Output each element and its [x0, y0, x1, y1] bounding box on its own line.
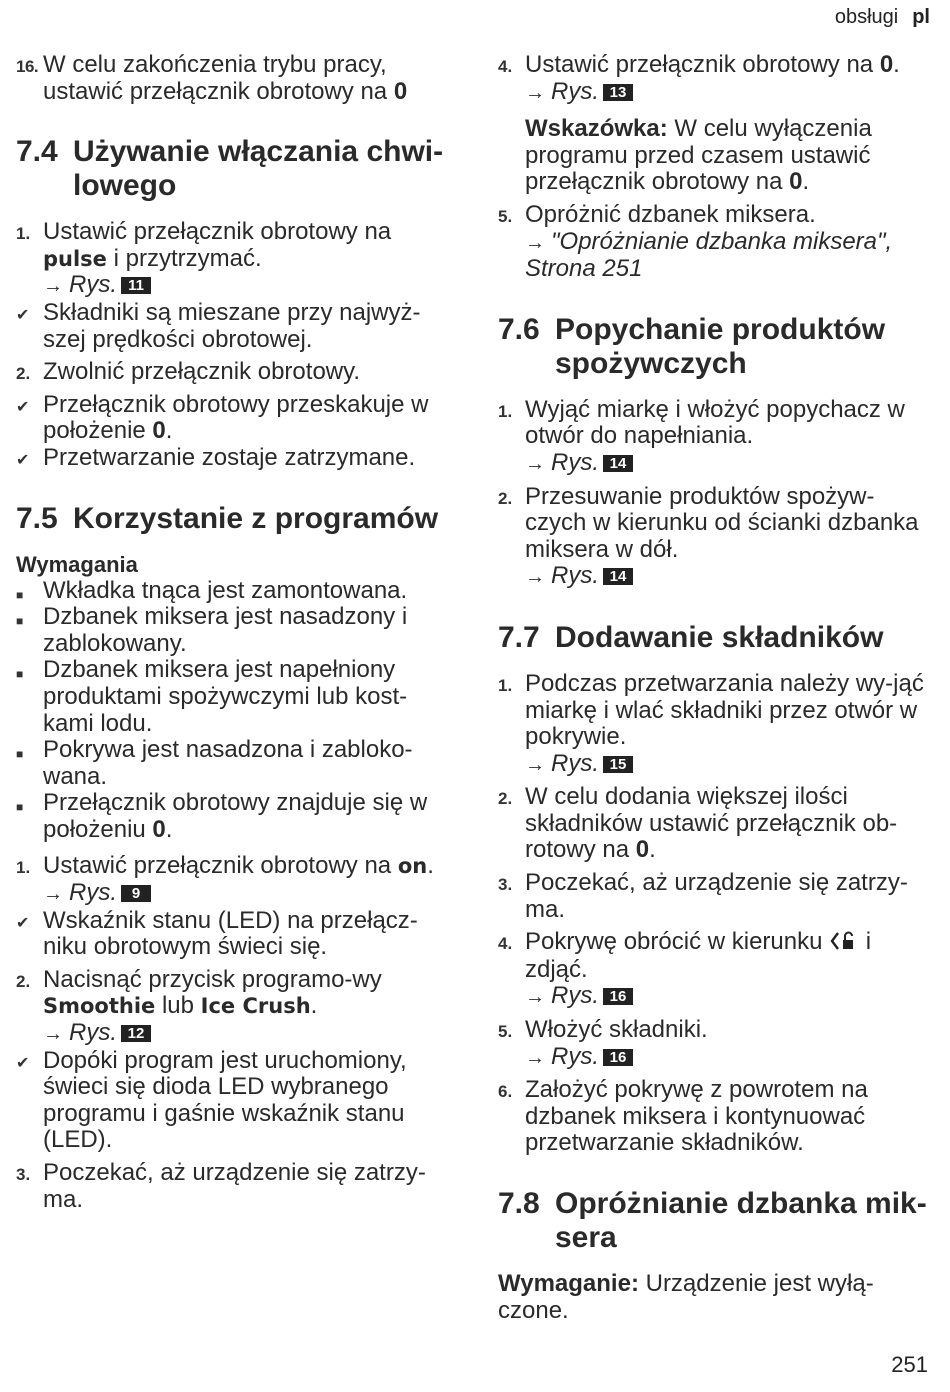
requirement-item: ■ Wkładka tnąca jest zamontowana. [16, 578, 456, 605]
result-item: ✔ Wskaźnik stanu (LED) na przełącz-niku obrotowym świeci się. [16, 906, 418, 961]
step-16: 16. W celu zakończenia trybu pracy, ustawić przełącznik obrotowy na 0 [16, 51, 408, 105]
step-6: 6. Założyć pokrywę z powrotem na dzbanek miksera i kontynuować przetwarzanie składników. [498, 1076, 868, 1157]
square-bullet-icon: ■ [16, 667, 24, 682]
page-header [835, 6, 930, 29]
requirement-item: ■ Pokrywa jest nasadzona i zabloko-wana. [16, 736, 413, 790]
figure-reference: → Rys. 9 [16, 880, 456, 908]
arrow-right-icon: → [525, 753, 545, 776]
figure-reference: → Rys. 11 [16, 272, 456, 300]
requirement-item: ■ Dzbanek miksera jest nasadzony i zablokowany. [16, 603, 408, 657]
step-2: 2. Zwolnić przełącznik obrotowy. [16, 358, 361, 386]
result-item: ✔ Dopóki program jest uruchomiony, świeci się dioda LED wybranego programu i gaśnie wskaźnik stanu (LED). [16, 1046, 407, 1154]
step-1: 1. Ustawić przełącznik obrotowy na pulse i przytrzymać. [16, 218, 392, 272]
result-item: ✔ Składniki są mieszane przy najwyż-szej prędkości obrotowej. [16, 298, 421, 353]
figure-badge: 16 [603, 988, 633, 1005]
square-bullet-icon: ■ [16, 614, 24, 629]
page-number: 251 [891, 1352, 928, 1377]
figure-badge: 13 [603, 84, 633, 101]
display-label-on: on [397, 854, 428, 879]
requirement-label: Wymaganie: [498, 1270, 639, 1297]
arrow-right-icon: → [525, 452, 545, 475]
checkmark-icon: ✔ [16, 1054, 30, 1072]
header-language: pl [912, 6, 930, 28]
section-heading-7-7: 7.7 Dodawanie składników [498, 620, 884, 654]
step-5: 5. Opróżnić dzbanek miksera. [498, 200, 816, 228]
result-item: ✔ Przetwarzanie zostaje zatrzymane. [16, 445, 456, 472]
checkmark-icon: ✔ [16, 306, 30, 324]
step-4: 4. Pokrywę obrócić w kierunku i zdjąć. [498, 928, 872, 983]
arrow-right-icon: → [525, 1046, 545, 1069]
figure-reference: → Rys. 16 [498, 1044, 934, 1072]
step-3: 3. Poczekać, aż urządzenie się zatrzy-ma. [498, 869, 908, 923]
figure-badge: 15 [603, 756, 633, 773]
step-1: 1. Ustawić przełącznik obrotowy na on. [16, 852, 434, 880]
arrow-right-icon: → [43, 275, 63, 298]
square-bullet-icon: ■ [16, 587, 24, 602]
left-column [16, 52, 456, 1213]
arrow-right-icon: → [525, 81, 545, 104]
step-number: 16. [16, 57, 39, 76]
figure-badge: 11 [121, 277, 151, 294]
requirements-label: Wymagania [16, 551, 138, 577]
square-bullet-icon: ■ [16, 800, 24, 815]
requirement-item: ■ Przełącznik obrotowy znajduje się w położeniu 0. [16, 789, 428, 843]
arrow-right-icon: → [43, 883, 63, 906]
section-heading-7-5: 7.5 Korzystanie z programów [16, 501, 439, 535]
figure-reference: → Rys. 16 [498, 983, 934, 1011]
figure-reference: → Rys. 15 [498, 751, 934, 779]
figure-badge: 12 [121, 1025, 151, 1042]
checkmark-icon: ✔ [16, 451, 30, 469]
arrow-right-icon: → [525, 231, 545, 254]
display-label-pulse: pulse [43, 246, 107, 271]
step-4: 4. Ustawić przełącznik obrotowy na 0. [498, 51, 900, 78]
square-bullet-icon: ■ [16, 747, 24, 762]
cross-reference-link[interactable]: → "Opróżnianie dzbanka miksera", Strona 251 [525, 227, 893, 283]
note-paragraph: Wskazówka: W celu wyłączenia programu przed czasem ustawić przełącznik obrotowy na 0. [525, 115, 872, 196]
value-zero: 0 [393, 77, 408, 105]
header-section: obsługi [834, 6, 899, 28]
display-label-smoothie: Smoothie [43, 994, 156, 1019]
step-3: 3. Poczekać, aż urządzenie się zatrzy-ma. [16, 1159, 426, 1213]
figure-badge: 16 [603, 1049, 633, 1066]
result-item: ✔ Przełącznik obrotowy przeskakuje w położenie 0. [16, 390, 429, 445]
checkmark-icon: ✔ [16, 398, 30, 416]
section-heading-7-8: 7.8 Opróżnianie dzbanka mik-sera [498, 1187, 927, 1254]
checkmark-icon: ✔ [16, 914, 30, 932]
step-2: 2. Przesuwanie produktów spożyw-czych w kierunku od ścianki dzbanka miksera w dół. [498, 482, 919, 563]
section-heading-7-4: 7.4 Używanie włączania chwi-lowego [16, 135, 444, 203]
figure-reference: → Rys. 14 [498, 563, 934, 591]
figure-reference: → Rys. 13 [498, 79, 934, 107]
figure-badge: 14 [603, 568, 633, 585]
step-2: 2. W celu dodania większej ilości składników ustawić przełącznik ob-rotowy na 0. [498, 783, 898, 864]
arrow-right-icon: → [525, 566, 545, 589]
step-1: 1. Podczas przetwarzania należy wy-jąć miarkę i wlać składniki przez otwór w pokrywie. [498, 669, 924, 751]
figure-reference: → Rys. 12 [16, 1020, 456, 1048]
section-heading-7-6: 7.6 Popychanie produktów spożywczych [498, 312, 886, 380]
right-column [498, 52, 934, 1324]
figure-badge: 14 [603, 455, 633, 472]
figure-reference: → Rys. 14 [498, 450, 934, 478]
requirement-item: ■ Dzbanek miksera jest napełniony produktami spożywczymi lub kost-kami lodu. [16, 656, 408, 737]
step-1: 1. Wyjąć miarkę i włożyć popychacz w otwór do napełniania. [498, 395, 905, 450]
figure-badge: 9 [121, 885, 151, 902]
note-label: Wskazówka: [525, 115, 668, 143]
arrow-right-icon: → [525, 986, 545, 1009]
unlock-rotate-icon [829, 932, 859, 954]
display-label-ice-crush: Ice Crush [200, 994, 311, 1019]
step-2: 2. Nacisnąć przycisk programo-wy Smoothie lub Ice Crush. [16, 965, 382, 1020]
step-5: 5. Włożyć składniki. [498, 1016, 708, 1044]
arrow-right-icon: → [43, 1023, 63, 1046]
requirement-paragraph: Wymaganie: Urządzenie jest wyłą-czone. [498, 1270, 874, 1324]
